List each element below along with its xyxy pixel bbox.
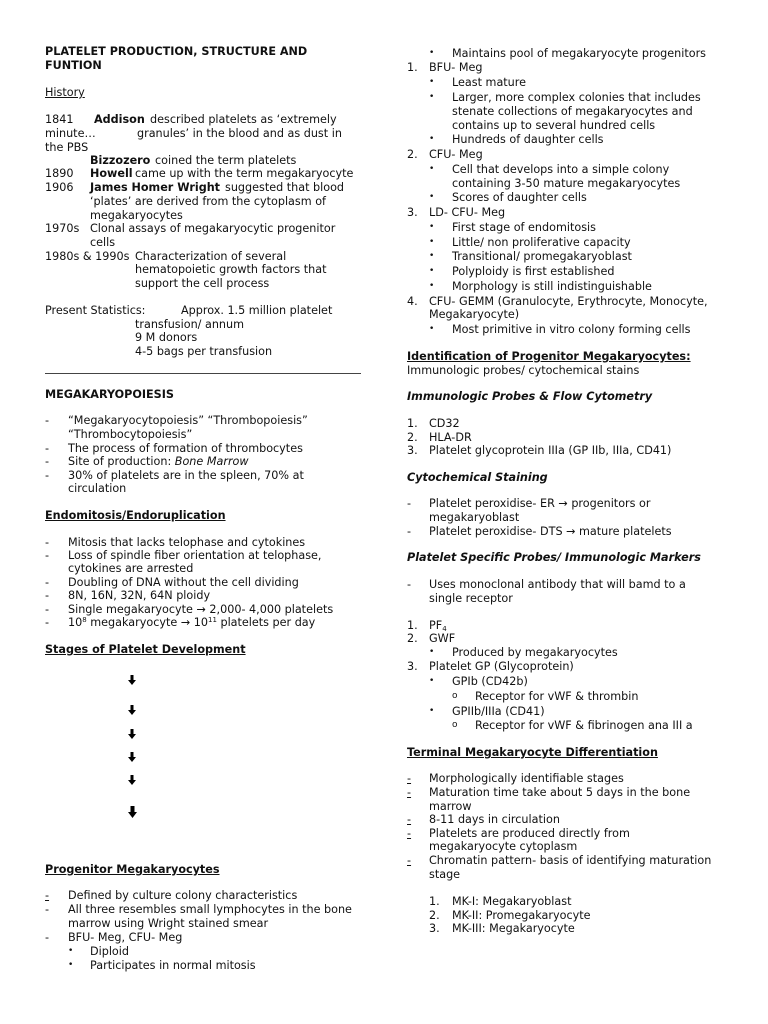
history-addison-line3: the PBS bbox=[45, 141, 89, 154]
term-item-d1: Platelets are produced directly from bbox=[429, 827, 630, 840]
identification-subtitle: Immunologic probes/ cytochemical stains bbox=[407, 364, 640, 377]
history-addison-line2b: granules’ in the blood and as dust in bbox=[137, 127, 342, 140]
bullet-icon: • bbox=[429, 281, 435, 291]
list-dash: - bbox=[45, 603, 50, 616]
term-item-a: Morphologically identifiable stages bbox=[429, 772, 624, 785]
cfu-item-a1: Cell that develops into a simple colony bbox=[452, 163, 670, 176]
ld-item-e: Morphology is still indistinguishable bbox=[452, 280, 652, 293]
bullet-icon: • bbox=[429, 237, 435, 247]
prog-item-c-sub2: Participates in normal mitosis bbox=[90, 959, 256, 972]
bullet-icon: • bbox=[429, 222, 435, 232]
history-1980s-line2: hematopoietic growth factors that bbox=[135, 263, 327, 276]
list-dash: - bbox=[45, 576, 50, 589]
mega-item-c bbox=[68, 455, 249, 469]
list-number: 3. bbox=[407, 206, 418, 219]
immuno-item-b: HLA-DR bbox=[429, 431, 472, 444]
list-dash-underlined: - bbox=[407, 772, 412, 785]
endo-item-b2: cytokines are arrested bbox=[68, 562, 194, 575]
immuno-item-a: CD32 bbox=[429, 417, 460, 430]
bullet-icon: • bbox=[68, 946, 74, 956]
down-arrow-icon bbox=[128, 806, 138, 818]
history-year-1906: 1906 bbox=[45, 181, 74, 194]
list-dash: - bbox=[407, 497, 412, 510]
history-1980s-line3: support the cell process bbox=[135, 277, 270, 290]
list-dash: - bbox=[45, 414, 50, 427]
endo-item-a: Mitosis that lacks telophase and cytokines bbox=[68, 536, 306, 549]
bullet-icon: • bbox=[429, 676, 435, 686]
history-1980s-text: Characterization of several bbox=[135, 250, 287, 263]
list-number: 1. bbox=[407, 619, 418, 632]
list-number: 2. bbox=[429, 909, 440, 922]
list-number: 3. bbox=[429, 922, 440, 935]
bullet-icon: • bbox=[429, 48, 435, 58]
down-arrow-icon bbox=[128, 705, 138, 715]
mega-item-a1: “Megakaryocytopoiesis” “Thrombopoiesis” bbox=[68, 414, 308, 427]
list-number: 4. bbox=[407, 295, 418, 308]
bullet-icon: • bbox=[68, 960, 74, 970]
endo-item-f bbox=[68, 616, 315, 630]
endo-item-e: Single megakaryocyte → 2,000- 4,000 platelets bbox=[68, 603, 334, 616]
mega-item-c-italic: Bone Marrow bbox=[174, 455, 249, 468]
down-arrow-icon bbox=[128, 752, 138, 762]
list-dash: - bbox=[45, 455, 50, 468]
immuno-item-c: Platelet glycoprotein IIIa (GP IIb, IIIa, CD41) bbox=[429, 444, 672, 457]
term-item-b1: Maturation time take about 5 days in the bone bbox=[429, 786, 691, 799]
circle-bullet-icon: o bbox=[452, 720, 458, 730]
endo-item-d: 8N, 16N, 32N, 64N ploidy bbox=[68, 589, 211, 602]
endo-item-c: Doubling of DNA without the cell dividing bbox=[68, 576, 299, 589]
ld-item-d: Polyploidy is first established bbox=[452, 265, 615, 278]
psp-gwf-item: Produced by megakaryocytes bbox=[452, 646, 618, 659]
history-wright-text: suggested that blood bbox=[225, 181, 345, 194]
history-heading: History bbox=[45, 86, 85, 99]
list-dash: - bbox=[45, 469, 50, 482]
psp-item-a2: single receptor bbox=[429, 592, 513, 605]
list-number: 3. bbox=[407, 660, 418, 673]
term-item-d2: megakaryocyte cytoplasm bbox=[429, 840, 578, 853]
bullet-icon: • bbox=[429, 92, 435, 102]
cfu-item-a2: containing 3-50 mature megakaryocytes bbox=[452, 177, 681, 190]
history-howell-text: came up with the term megakaryocyte bbox=[135, 167, 354, 180]
bfu-item-c: Hundreds of daughter cells bbox=[452, 133, 604, 146]
history-addison-line2a: minute… bbox=[45, 127, 96, 140]
list-dash-underlined: - bbox=[407, 786, 412, 799]
prog-item-b1: All three resembles small lymphocytes in the bone bbox=[68, 903, 352, 916]
bfu-item-b2: stenate collections of megakaryocytes and bbox=[452, 105, 693, 118]
mega-item-a2: “Thrombocytopoiesis” bbox=[68, 428, 193, 441]
list-number: 1. bbox=[429, 895, 440, 908]
list-number: 2. bbox=[407, 148, 418, 161]
psp-gp: Platelet GP (Glycoprotein) bbox=[429, 660, 574, 673]
list-dash: - bbox=[407, 525, 412, 538]
bullet-icon: • bbox=[429, 324, 435, 334]
bullet-icon: • bbox=[429, 77, 435, 87]
history-bizzozero: Bizzozero bbox=[90, 154, 151, 167]
prog-item-c-sub1: Diploid bbox=[90, 945, 129, 958]
gemm-line2: Megakaryocyte) bbox=[429, 308, 520, 321]
term-mk2: MK-II: Promegakaryocyte bbox=[452, 909, 591, 922]
endo-f-sup1: 8 bbox=[82, 616, 87, 624]
list-dash: - bbox=[45, 931, 50, 944]
bfu-heading: BFU- Meg bbox=[429, 61, 483, 74]
cytochemical-heading: Cytochemical Staining bbox=[407, 471, 548, 484]
psp-gpii-item: Receptor for vWF & fibrinogen ana III a bbox=[475, 719, 693, 732]
stats-line1: Approx. 1.5 million platelet bbox=[181, 304, 333, 317]
terminal-heading: Terminal Megakaryocyte Differentiation bbox=[407, 746, 658, 759]
list-number: 1. bbox=[407, 417, 418, 430]
page-title-line1: PLATELET PRODUCTION, STRUCTURE AND bbox=[45, 45, 308, 58]
list-number: 1. bbox=[407, 61, 418, 74]
prog-item-c: BFU- Meg, CFU- Meg bbox=[68, 931, 183, 944]
list-dash: - bbox=[45, 536, 50, 549]
term-item-c: 8-11 days in circulation bbox=[429, 813, 560, 826]
ld-item-a: First stage of endomitosis bbox=[452, 221, 596, 234]
history-1970s-text: Clonal assays of megakaryocytic progenitor bbox=[90, 222, 336, 235]
cyto-item-a1: Platelet peroxidise- ER → progenitors or bbox=[429, 497, 651, 510]
cyto-item-b: Platelet peroxidise- DTS → mature platelets bbox=[429, 525, 672, 538]
history-year-1841: 1841 bbox=[45, 113, 74, 126]
term-item-e2: stage bbox=[429, 868, 461, 881]
prog-item-a: Defined by culture colony characteristics bbox=[68, 889, 298, 902]
list-dash: - bbox=[45, 616, 50, 629]
psp-pf-text: PF bbox=[429, 619, 443, 632]
bfu-item-b1: Larger, more complex colonies that includes bbox=[452, 91, 701, 104]
prog-item-b2: marrow using Wright stained smear bbox=[68, 917, 269, 930]
psp-gpii: GPIIb/IIIa (CD41) bbox=[452, 705, 545, 718]
endo-f-sup2: 11 bbox=[207, 616, 217, 624]
cyto-item-a2: megakaryoblast bbox=[429, 511, 520, 524]
list-dash: - bbox=[45, 903, 50, 916]
ld-item-b: Little/ non proliferative capacity bbox=[452, 236, 631, 249]
platelet-probes-heading: Platelet Specific Probes/ Immunologic Markers bbox=[407, 551, 701, 564]
term-item-e1: Chromatin pattern- basis of identifying maturation bbox=[429, 854, 712, 867]
mega-item-d1: 30% of platelets are in the spleen, 70% at bbox=[68, 469, 304, 482]
history-howell: Howell bbox=[90, 167, 133, 180]
down-arrow-icon bbox=[128, 675, 138, 685]
stats-label: Present Statistics: bbox=[45, 304, 146, 317]
list-dash: - bbox=[407, 578, 412, 591]
endo-f-a: 10 bbox=[68, 616, 83, 629]
list-dash-underlined: - bbox=[45, 889, 50, 902]
history-addison: Addison bbox=[94, 113, 145, 126]
cfu-heading: CFU- Meg bbox=[429, 148, 483, 161]
bullet-icon: • bbox=[429, 251, 435, 261]
history-addison-text: described platelets as ‘extremely bbox=[150, 113, 337, 126]
list-dash-underlined: - bbox=[407, 813, 412, 826]
endomitosis-heading: Endomitosis/Endoruplication bbox=[45, 509, 226, 522]
gemm-line1: CFU- GEMM (Granulocyte, Erythrocyte, Monocyte, bbox=[429, 295, 708, 308]
history-wright-line3: megakaryocytes bbox=[90, 209, 183, 222]
term-mk1: MK-I: Megakaryoblast bbox=[452, 895, 572, 908]
psp-gwf: GWF bbox=[429, 632, 456, 645]
psp-pf-sub: 4 bbox=[442, 625, 447, 633]
gemm-item: Most primitive in vitro colony forming cells bbox=[452, 323, 691, 336]
endo-f-b: megakaryocyte → 10 bbox=[86, 616, 208, 629]
list-dash: - bbox=[45, 549, 50, 562]
ld-item-c: Transitional/ promegakaryoblast bbox=[452, 250, 632, 263]
psp-item-a1: Uses monoclonal antibody that will bamd to a bbox=[429, 578, 686, 591]
ld-heading: LD- CFU- Meg bbox=[429, 206, 506, 219]
immunologic-heading: Immunologic Probes & Flow Cytometry bbox=[407, 390, 653, 403]
top-bullet: Maintains pool of megakaryocyte progenitors bbox=[452, 47, 707, 60]
progenitor-heading: Progenitor Megakaryocytes bbox=[45, 863, 220, 876]
list-dash: - bbox=[45, 589, 50, 602]
mega-item-d2: circulation bbox=[68, 482, 127, 495]
endo-item-b1: Loss of spindle fiber orientation at telophase, bbox=[68, 549, 322, 562]
endo-f-c: platelets per day bbox=[216, 616, 316, 629]
bfu-item-a: Least mature bbox=[452, 76, 527, 89]
mega-item-c-text: Site of production: bbox=[68, 455, 175, 468]
history-year-1970s: 1970s bbox=[45, 222, 80, 235]
bullet-icon: • bbox=[429, 706, 435, 716]
list-number: 2. bbox=[407, 431, 418, 444]
stats-line2: transfusion/ annum bbox=[135, 318, 245, 331]
stats-line3: 9 M donors bbox=[135, 331, 198, 344]
down-arrow-icon bbox=[128, 775, 138, 785]
megakaryopoiesis-heading: MEGAKARYOPOIESIS bbox=[45, 388, 174, 401]
identification-heading: Identification of Progenitor Megakaryocytes: bbox=[407, 350, 691, 363]
psp-pf bbox=[429, 619, 447, 633]
psp-gpib-item: Receptor for vWF & thrombin bbox=[475, 690, 639, 703]
bullet-icon: • bbox=[429, 164, 435, 174]
term-mk3: MK-III: Megakaryocyte bbox=[452, 922, 575, 935]
stages-heading: Stages of Platelet Development bbox=[45, 643, 246, 656]
history-wright-line2: ‘plates’ are derived from the cytoplasm of bbox=[90, 195, 326, 208]
section-divider bbox=[45, 373, 361, 374]
history-year-1980s: 1980s & 1990s bbox=[45, 250, 130, 263]
mega-item-b: The process of formation of thrombocytes bbox=[68, 442, 303, 455]
list-dash-underlined: - bbox=[407, 827, 412, 840]
cfu-item-b: Scores of daughter cells bbox=[452, 191, 587, 204]
bullet-icon: • bbox=[429, 192, 435, 202]
history-wright: James Homer Wright bbox=[90, 181, 221, 194]
history-year-1890: 1890 bbox=[45, 167, 74, 180]
bullet-icon: • bbox=[429, 647, 435, 657]
bullet-icon: • bbox=[429, 266, 435, 276]
list-dash-underlined: - bbox=[407, 854, 412, 867]
circle-bullet-icon: o bbox=[452, 691, 458, 701]
bfu-item-b3: contains up to several hundred cells bbox=[452, 119, 656, 132]
list-number: 3. bbox=[407, 444, 418, 457]
history-bizzozero-text: coined the term platelets bbox=[155, 154, 297, 167]
bullet-icon: • bbox=[429, 134, 435, 144]
term-item-b2: marrow bbox=[429, 800, 472, 813]
stats-line4: 4-5 bags per transfusion bbox=[135, 345, 273, 358]
history-1970s-line2: cells bbox=[90, 236, 116, 249]
page-title-line2: FUNTION bbox=[45, 59, 102, 72]
list-number: 2. bbox=[407, 632, 418, 645]
down-arrow-icon bbox=[128, 729, 138, 739]
list-dash: - bbox=[45, 442, 50, 455]
psp-gpib: GPIb (CD42b) bbox=[452, 675, 528, 688]
